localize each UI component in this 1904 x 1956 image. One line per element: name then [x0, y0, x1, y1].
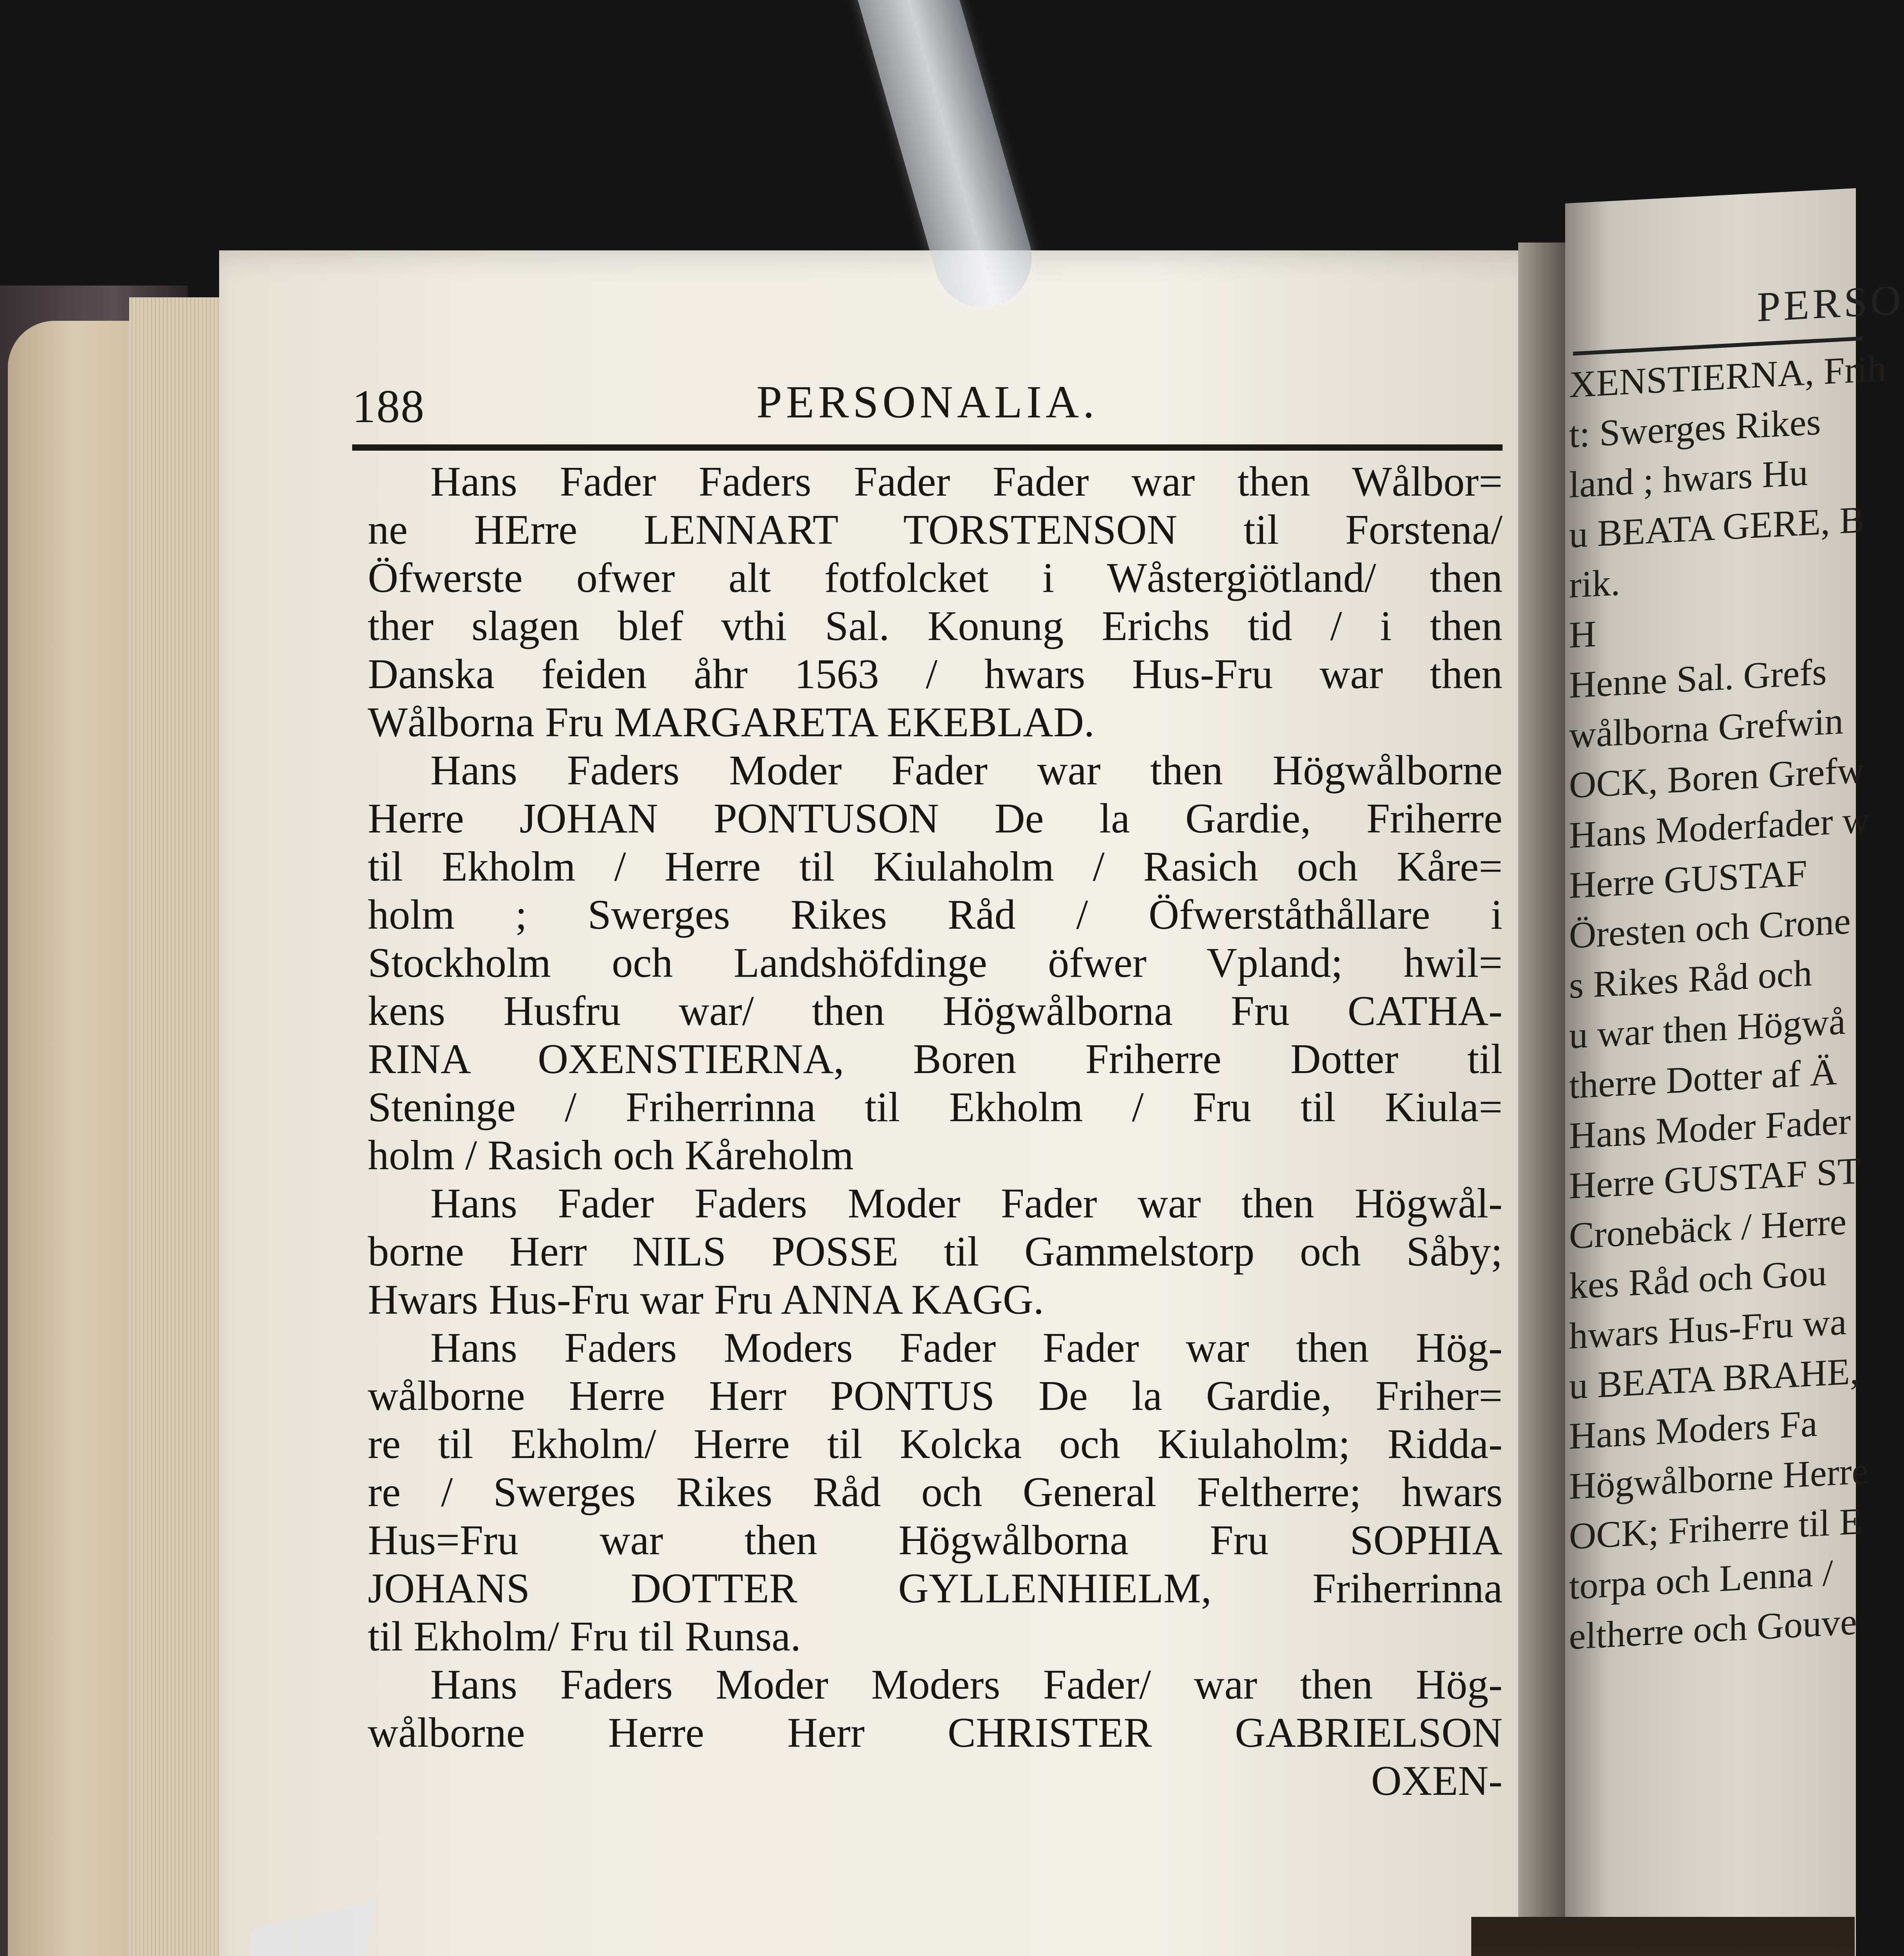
page-header: [352, 376, 1503, 438]
facing-text-line: wålborna Grefwin: [1569, 699, 1844, 756]
facing-text-line: therre Dotter af Ä: [1569, 1050, 1837, 1107]
text-line: Hans Fader Faders Moder Fader war then Högwål-: [430, 1180, 1503, 1227]
text-line: wålborne Herre Herr CHRISTER GABRIELSON: [368, 1710, 1503, 1756]
text-line: borne Herr NILS POSSE til Gammelstorp och Såby;: [368, 1228, 1503, 1275]
catchword: OXEN-: [1371, 1758, 1503, 1804]
text-line: Stockholm och Landshöfdinge öfwer Vpland; hwil=: [368, 940, 1503, 986]
running-head: PERSONALIA.: [756, 376, 1098, 428]
text-line: Hwars Hus-Fru war Fru ANNA KAGG.: [368, 1276, 1044, 1323]
text-line: til Ekholm/ Fru til Runsa.: [368, 1613, 801, 1660]
text-line: re / Swerges Rikes Råd och General Feltherre; hwars: [368, 1469, 1503, 1516]
header-rule: [352, 444, 1503, 451]
text-line: holm / Rasich och Kåreholm: [368, 1132, 854, 1179]
facing-text-line: rik.: [1569, 561, 1620, 606]
facing-text-line: Henne Sal. Grefs: [1569, 650, 1827, 706]
text-line: Öfwerste ofwer alt fotfolcket i Wåstergiötland/ then: [368, 555, 1503, 601]
text-line: Steninge / Friherrinna til Ekholm / Fru til Kiula=: [368, 1084, 1503, 1131]
text-line: Herre JOHAN PONTUSON De la Gardie, Friherre: [368, 795, 1503, 842]
facing-text-line: hwars Hus-Fru wa: [1569, 1300, 1847, 1357]
text-line: til Ekholm / Herre til Kiulaholm / Rasich och Kåre=: [368, 843, 1503, 890]
facing-text-line: Öresten och Crone: [1569, 899, 1851, 956]
facing-text-line: u war then Högwå: [1569, 1000, 1846, 1057]
book-page-right: [1565, 188, 1904, 1956]
text-line: re til Ekholm/ Herre til Kolcka och Kiulaholm; Ridda-: [368, 1421, 1503, 1467]
facing-text-line: land ; hwars Hu: [1569, 451, 1808, 506]
text-line: wålborne Herre Herr PONTUS De la Gardie, Friher=: [368, 1373, 1503, 1419]
body-text: [368, 458, 1503, 1805]
text-line: Danska feiden åhr 1563 / hwars Hus-Fru war then: [368, 651, 1503, 698]
text-line: Hans Faders Moders Fader Fader war then Hög-: [430, 1325, 1503, 1371]
facing-text-line: XENSTIERNA, Frih: [1569, 347, 1886, 406]
page-edges-left: [129, 297, 231, 1956]
text-line: holm ; Swerges Rikes Råd / Öfwerståthållare i: [368, 892, 1503, 938]
facing-body-text: [1569, 344, 1886, 1662]
text-line: ne HErre LENNART TORSTENSON til Forstena/: [368, 507, 1503, 553]
text-line: Wålborna Fru MARGARETA EKEBLAD.: [368, 699, 1095, 746]
book-page-left: [219, 250, 1561, 1956]
facing-text-line: kes Råd och Gou: [1569, 1251, 1827, 1307]
facing-text-line: Hans Moder Fader: [1569, 1100, 1851, 1157]
facing-text-line: Herre GUSTAF: [1569, 852, 1807, 906]
text-line: Hans Faders Moder Moders Fader/ war then Hög-: [430, 1661, 1503, 1708]
text-line: JOHANS DOTTER GYLLENHIELM, Friherrinna: [368, 1565, 1503, 1612]
page-number: 188: [352, 380, 425, 432]
facing-text-line: u BEATA GERE, B: [1569, 498, 1865, 556]
facing-text-line: t: Swerges Rikes: [1569, 400, 1821, 456]
facing-text-line: Cronebäck / Herre: [1569, 1200, 1846, 1257]
text-line: Hans Faders Moder Fader war then Högwålborne: [430, 747, 1503, 794]
facing-text-line: OCK; Friherre til E: [1569, 1500, 1863, 1557]
text-line: kens Husfru war/ then Högwålborna Fru CATHA-: [368, 988, 1503, 1034]
facing-text-line: Hans Moderfader w: [1569, 798, 1870, 856]
facing-text-line: torpa och Lenna /: [1569, 1551, 1833, 1607]
facing-text-line: H: [1569, 612, 1596, 656]
facing-text-line: u BEATA BRAHE,: [1569, 1350, 1859, 1407]
text-line: Hus=Fru war then Högwålborna Fru SOPHIA: [368, 1517, 1503, 1564]
text-line: RINA OXENSTIERNA, Boren Friherre Dotter til: [368, 1036, 1503, 1082]
facing-running-head: PERSO: [1757, 276, 1904, 331]
facing-text-line: Herre GUSTAF ST: [1569, 1149, 1861, 1207]
facing-text-line: Högwålborne Herre: [1569, 1449, 1868, 1507]
facing-text-line: eltherre och Gouve: [1569, 1600, 1857, 1658]
facing-text-line: s Rikes Råd och: [1569, 951, 1812, 1007]
facing-text-line: Hans Moders Fa: [1569, 1402, 1818, 1457]
book-spine-right: [1471, 1917, 1855, 1956]
text-line: Hans Fader Faders Fader Fader war then Wålbor=: [430, 458, 1503, 505]
text-line: ther slagen blef vthi Sal. Konung Erichs tid / i then: [368, 603, 1503, 649]
facing-text-line: OCK, Boren Grefw: [1569, 748, 1864, 806]
